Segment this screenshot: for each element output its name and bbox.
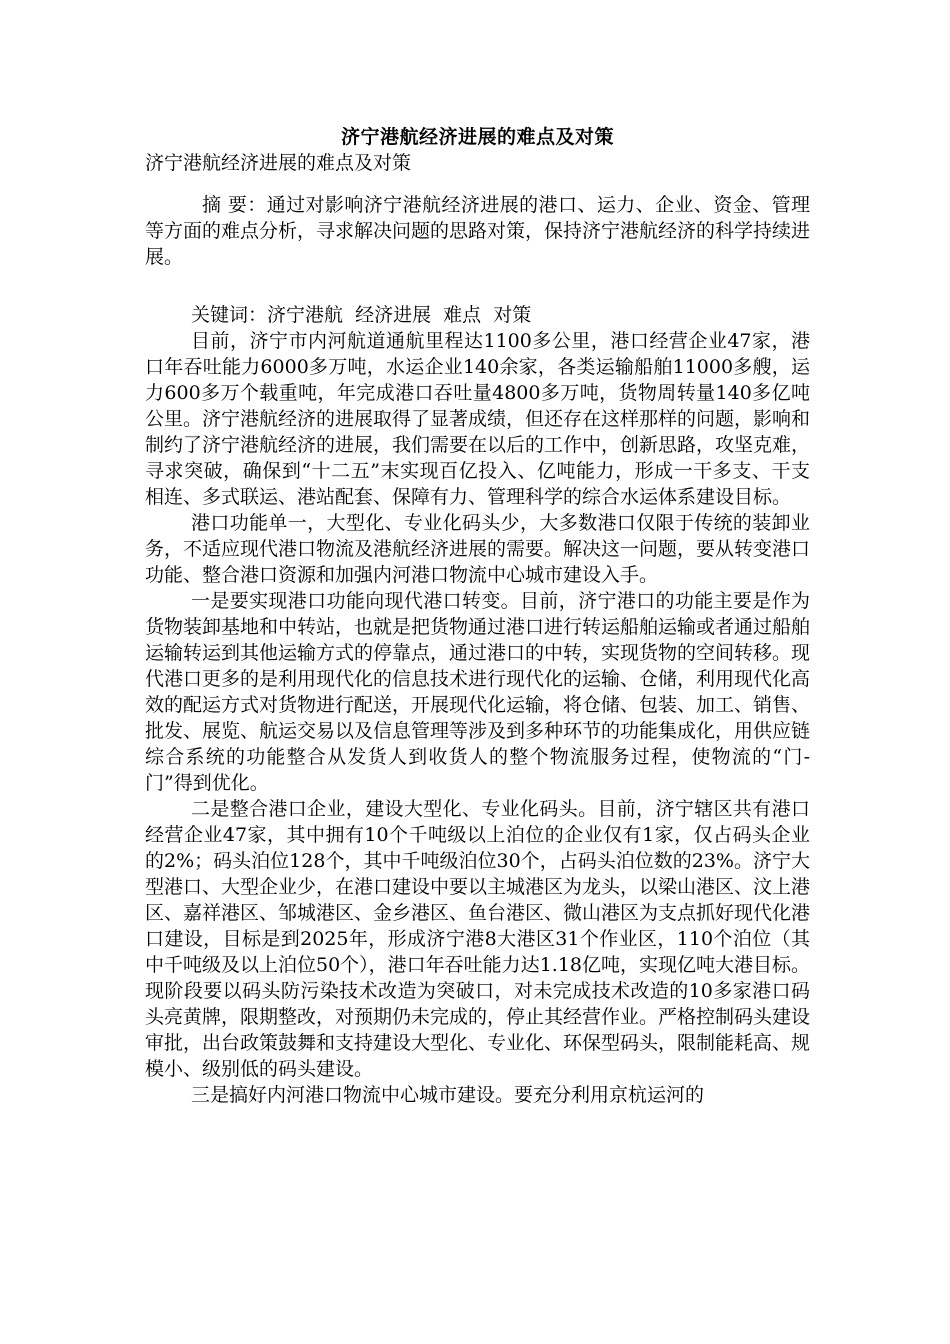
body-paragraph-3: 一是要实现港口功能向现代港口转变。目前，济宁港口的功能主要是作为货物装卸基地和中转站，也就是把货物通过港口进行转运船舶运输或者通过船舶运输转运到其他运输方式的停靠点，通过港口的中转，实现货物的空间转移。现代港口更多的是利用现代化的信息技术进行现代化的运输、仓储，利用现代化高效的配运方式对货物进行配送，开展现代化运输，将仓储、包装、加工、销售、批发、展览、航运交易以及信息管理等涉及到多种环节的功能集成化，用供应链综合系统的功能整合从发货人到收货人的整个物流服务过程，使物流的“门-门”得到优化。 bbox=[145, 590, 811, 794]
document-title: 济宁港航经济进展的难点及对策 bbox=[340, 126, 614, 148]
body-paragraph-2: 港口功能单一，大型化、专业化码头少，大多数港口仅限于传统的装卸业务，不适应现代港口物流及港航经济进展的需要。解决这一问题，要从转变港口功能、整合港口资源和加强内河港口物流中心城市建设入手。 bbox=[145, 512, 811, 586]
keywords-line: 关键词：济宁港航 经济进展 难点 对策 bbox=[191, 304, 532, 326]
body-paragraph-5: 三是搞好内河港口物流中心城市建设。要充分利用京杭运河的 bbox=[191, 1084, 705, 1106]
body-paragraph-1: 目前，济宁市内河航道通航里程达1100多公里，港口经营企业47家，港口年吞吐能力6000多万吨，水运企业140余家，各类运输船舶11000多艘，运力600多万个载重吨，年完成港口吞吐量4800多万吨，货物周转量140多亿吨公里。济宁港航经济的进展取得了显著成绩，但还存在这样那样的问题，影响和制约了济宁港航经济的进展，我们需要在以后的工作中，创新思路，攻坚克难，寻求突破，确保到“十二五”末实现百亿投入、亿吨能力，形成一干多支、干支相连、多式联运、港站配套、保障有力、管理科学的综合水运体系建设目标。 bbox=[145, 330, 811, 508]
document-page bbox=[145, 124, 810, 1108]
body-paragraph-4: 二是整合港口企业，建设大型化、专业化码头。目前，济宁辖区共有港口经营企业47家，其中拥有10个千吨级以上泊位的企业仅有1家，仅占码头企业的2%；码头泊位128个，其中千吨级泊位30个，占码头泊位数的23%。济宁大型港口、大型企业少，在港口建设中要以主城港区为龙头，以梁山港区、汶上港区、嘉祥港区、邹城港区、金乡港区、鱼台港区、微山港区为支点抓好现代化港口建设，目标是到2025年，形成济宁港8大港区31个作业区，110个泊位（其中千吨级及以上泊位50个），港口年吞吐能力达1.18亿吨，实现亿吨大港目标。现阶段要以码头防污染技术改造为突破口，对未完成技术改造的10多家港口码头亮黄牌，限期整改，对预期仍未完成的，停止其经营作业。严格控制码头建设审批，出台政策鼓舞和支持建设大型化、专业化、环保型码头，限制能耗高、规模小、级别低的码头建设。 bbox=[145, 798, 811, 1080]
abstract-paragraph: 摘 要：通过对影响济宁港航经济进展的港口、运力、企业、资金、管理等方面的难点分析，寻求解决问题的思路对策，保持济宁港航经济的科学持续进展。 bbox=[145, 194, 811, 268]
document-subtitle: 济宁港航经济进展的难点及对策 bbox=[145, 152, 412, 174]
